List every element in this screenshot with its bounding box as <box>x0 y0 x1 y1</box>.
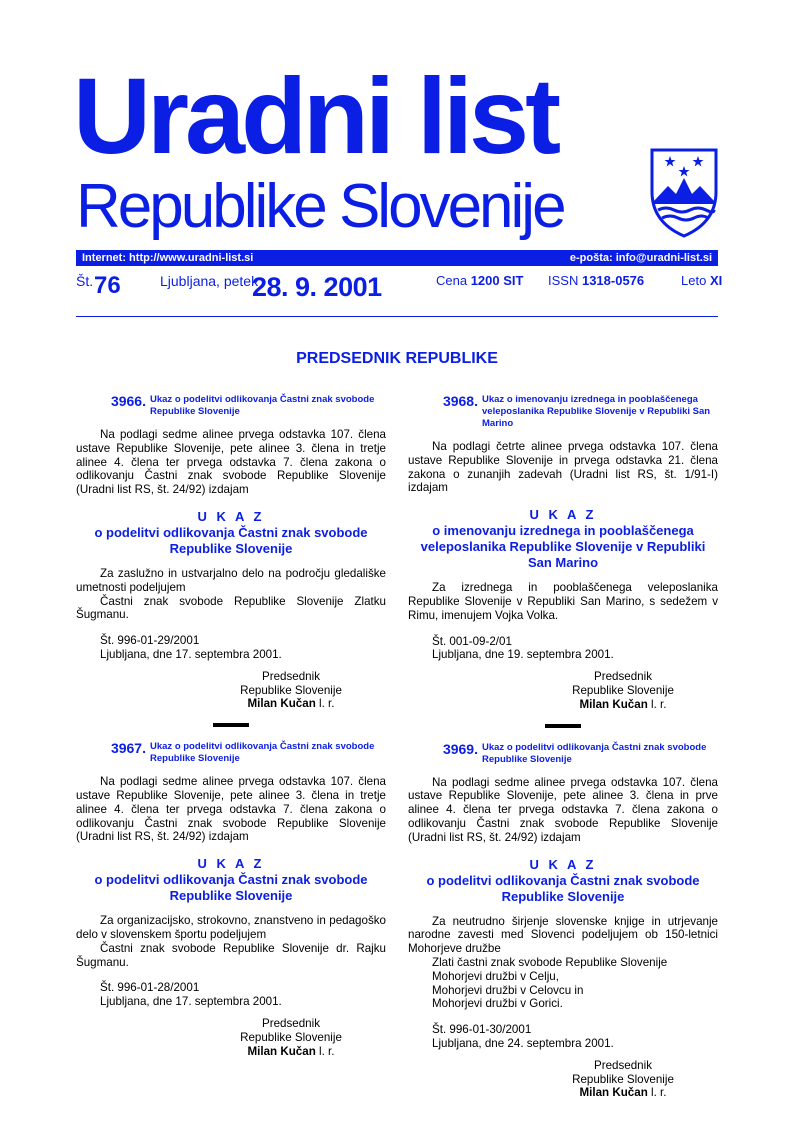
article-title: Ukaz o podelitvi odlikovanja Častni znak svobode Republike Slovenije <box>482 741 707 765</box>
issn-value: 1318-0576 <box>581 273 645 288</box>
article-number: 3969. <box>442 740 478 757</box>
issue-date: 28. 9. 2001 <box>252 272 382 302</box>
article-reference: Št. 996-01-28/2001 <box>100 981 200 995</box>
ukaz-heading: U K A Z <box>529 856 597 872</box>
award-recipients-list <box>408 956 718 1011</box>
signature-role: Predsednik <box>261 1016 320 1030</box>
article-body: Častni znak svobode Republike Slovenije Zlatku Šugmanu. <box>76 594 386 622</box>
article-reference: Št. 001-09-2/01 <box>432 634 512 648</box>
article-body: Častni znak svobode Republike Slovenije dr. Rajku Šugmanu. <box>76 941 386 969</box>
signature-name-line <box>226 697 356 711</box>
article-separator <box>213 723 249 727</box>
masthead-title: Uradni list <box>73 55 558 176</box>
right-column <box>408 394 718 1108</box>
internet-link[interactable]: Internet: http://www.uradni-list.si <box>82 252 254 264</box>
email-link[interactable]: e-pošta: info@uradni-list.si <box>569 252 712 264</box>
list-item: Mohorjevi družbi v Celju, <box>432 969 559 983</box>
list-item: Mohorjevi družbi v Gorici. <box>432 997 563 1011</box>
article-3967 <box>76 741 386 1058</box>
list-item: Zlati častni znak svobode Republike Slovenije <box>432 955 668 969</box>
issue-city-day: Ljubljana, petek <box>160 273 259 289</box>
year-value: XI <box>709 273 723 288</box>
issue-info <box>76 270 723 306</box>
ukaz-heading: U K A Z <box>529 507 597 523</box>
signature-role: Predsednik <box>593 1058 652 1072</box>
price-label: Cena <box>436 273 468 288</box>
article-body: Za neutrudno širjenje slovenske knjige in utrjevanje narodne zavesti med Slovenci podeljujem ob 150-letnici Mohorjeve družbe <box>408 914 718 956</box>
signature <box>558 670 688 711</box>
article-place-date: Ljubljana, dne 19. septembra 2001. <box>432 648 614 662</box>
issn-label: ISSN <box>548 273 579 288</box>
signature-institution: Republike Slovenije <box>240 1030 342 1044</box>
article-reference: Št. 996-01-30/2001 <box>432 1023 532 1037</box>
year-label: Leto <box>681 273 707 288</box>
signature-name: Milan Kučan <box>247 697 316 711</box>
signature <box>558 1059 688 1100</box>
article-number: 3968. <box>442 393 478 409</box>
article-place-date: Ljubljana, dne 24. septembra 2001. <box>432 1036 614 1050</box>
article-separator <box>545 724 581 728</box>
article-title: Ukaz o podelitvi odlikovanja Častni znak svobode Republike Slovenije <box>150 394 375 417</box>
article-body: Za organizacijsko, strokovno, znanstveno in pedagoško delo v slovenskem športu podeljujem <box>76 914 386 941</box>
article-body: Za zaslužno in ustvarjalno delo na področju gledališke umetnosti podeljujem <box>76 566 386 594</box>
left-column <box>76 394 386 1066</box>
article-place-date: Ljubljana, dne 17. septembra 2001. <box>100 995 282 1009</box>
signature-suffix: l. r. <box>315 1044 335 1058</box>
signature-name: Milan Kučan <box>579 697 648 711</box>
article-body: Za izrednega in pooblaščenega veleposlanika Republike Slovenije v Republiki San Marino, s sedežem v Rimu, imenujem Vojka Volka. <box>408 581 718 622</box>
signature <box>226 670 356 711</box>
ukaz-heading: U K A Z <box>197 508 265 524</box>
signature-name: Milan Kučan <box>247 1044 316 1058</box>
article-intro: Na podlagi sedme alinee prvega odstavka 107. člena ustave Republike Slovenije, pete alinee 3. člena in tretje alinee 4. člena ter prvega odstavka 7. člena zakona o odlikovanju Častni znak svobode Republike Slovenije (Uradni list RS, št. 24/92) izdajam <box>76 775 386 844</box>
article-number: 3967. <box>110 740 146 757</box>
signature-name-line <box>558 698 688 712</box>
signature-role: Predsednik <box>261 669 320 683</box>
header-divider <box>76 316 718 317</box>
article-3966 <box>76 394 386 711</box>
article-place-date: Ljubljana, dne 17. septembra 2001. <box>100 647 282 661</box>
article-3968 <box>408 394 718 712</box>
article-intro: Na podlagi sedme alinee prvega odstavka 107. člena ustave Republike Slovenije, pete alinee 3. člena in tretje alinee 4. člena ter prvega odstavka 7. člena zakona o odlikovanju Častni znak svobode Republike Slovenije (Uradni list RS, št. 24/92) izdajam <box>76 428 386 497</box>
signature-name-line <box>558 1086 688 1100</box>
signature-institution: Republike Slovenije <box>572 683 674 697</box>
issue-price <box>436 273 523 288</box>
section-title: PREDSEDNIK REPUBLIKE <box>296 350 498 367</box>
ukaz-title: o podelitvi odlikovanja Častni znak svobode Republike Slovenije <box>94 524 368 556</box>
article-intro: Na podlagi sedme alinee prvega odstavka 107. člena ustave Republike Slovenije, pete alinee 3. člena in prve alinee 4. člena ter prvega odstavka 7. člena zakona o odlikovanju Častni znak svobode Republike Slovenije (Uradni list RS, št. 24/92) izdajam <box>408 775 718 844</box>
price-value: 1200 SIT <box>470 273 524 288</box>
list-item: Mohorjevi družbi v Celovcu in <box>432 983 584 997</box>
coat-of-arms-icon <box>648 148 720 238</box>
issue-number-label: Št. <box>76 273 94 289</box>
signature-suffix: l. r. <box>647 1086 667 1100</box>
masthead-subtitle: Republike Slovenije <box>76 172 564 241</box>
article-number: 3966. <box>110 393 146 409</box>
signature-name-line <box>226 1045 356 1059</box>
signature-institution: Republike Slovenije <box>572 1072 674 1086</box>
issue-number: 76 <box>94 272 121 299</box>
signature-role: Predsednik <box>593 670 652 684</box>
article-3969 <box>408 742 718 1101</box>
article-title: Ukaz o podelitvi odlikovanja Častni znak svobode Republike Slovenije <box>150 741 375 765</box>
issue-issn <box>548 273 644 288</box>
issue-year <box>681 273 722 288</box>
ukaz-heading: U K A Z <box>197 856 265 872</box>
signature-suffix: l. r. <box>315 697 335 711</box>
article-intro: Na podlagi četrte alinee prvega odstavka 107. člena ustave Republike Slovenije in prvega odstavka 21. člena zakona o zunanjih zadevah (Uradni list RS, št. 1/91-I) izdajam <box>408 440 718 495</box>
signature-name: Milan Kučan <box>579 1086 648 1100</box>
article-reference: Št. 996-01-29/2001 <box>100 634 200 648</box>
ukaz-title: o podelitvi odlikovanja Častni znak svobode Republike Slovenije <box>426 872 700 904</box>
signature-institution: Republike Slovenije <box>240 683 342 697</box>
contact-bar <box>76 250 718 266</box>
signature <box>226 1017 356 1058</box>
article-title: Ukaz o imenovanju izrednega in pooblaščenega veleposlanika Republike Slovenije v Republiki San Marino <box>482 394 711 429</box>
ukaz-title: o podelitvi odlikovanja Častni znak svobode Republike Slovenije <box>94 872 368 904</box>
signature-suffix: l. r. <box>647 697 667 711</box>
ukaz-title: o imenovanju izrednega in pooblaščenega veleposlanika Republike Slovenije v Republiki San Marino <box>420 523 706 571</box>
